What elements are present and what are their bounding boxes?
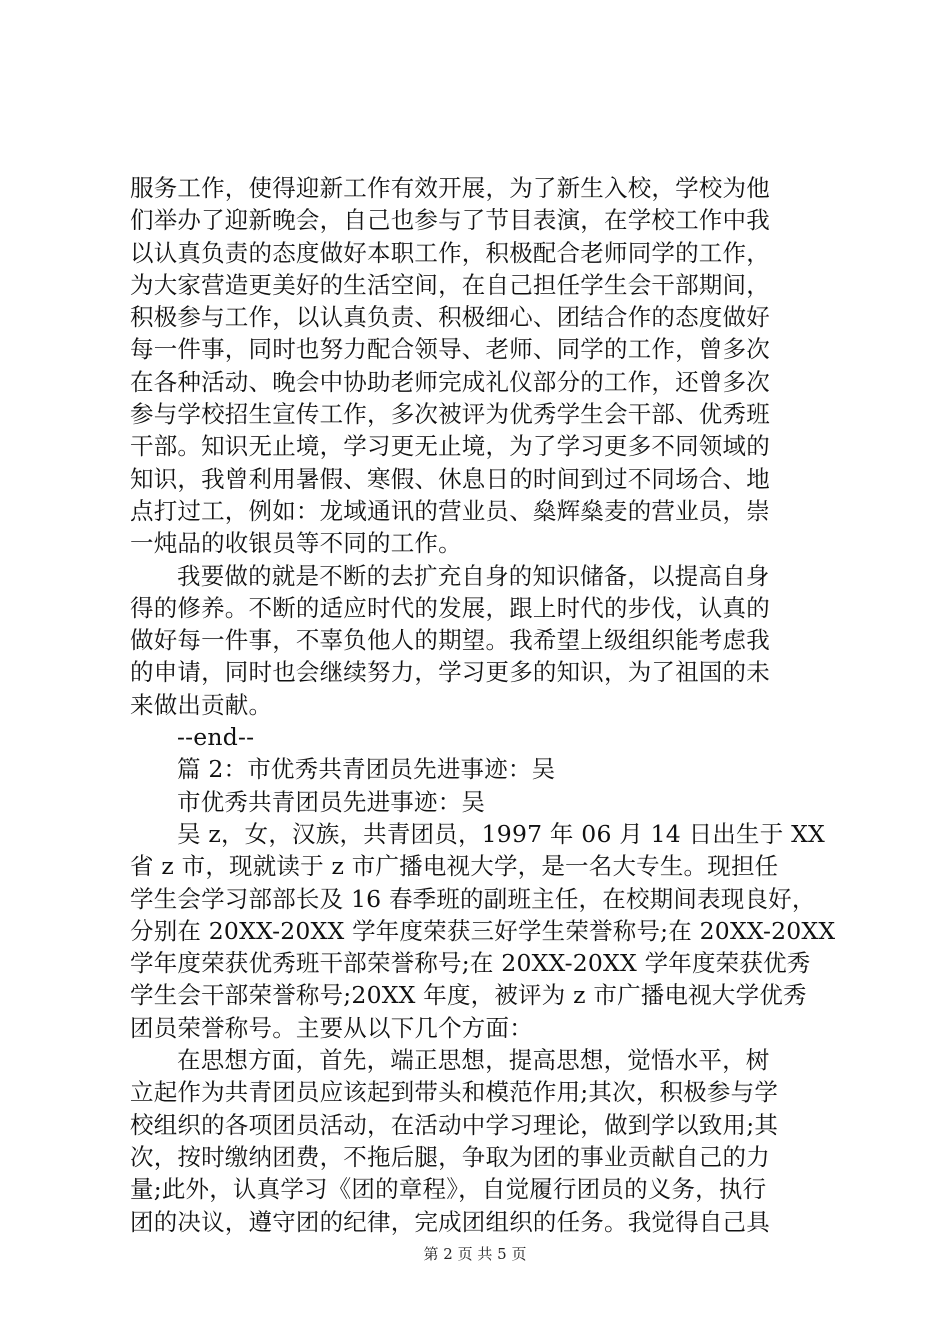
paragraph-start-line: 在思想方面，首先，端正思想，提高思想，觉悟水平，树: [177, 1046, 770, 1075]
paragraph-start-line: 吴 z，女，汉族，共青团员，1997 年 06 月 14 日出生于 XX: [177, 819, 825, 848]
text-line: 校组织的各项团员活动，在活动中学习理论，做到学以致用;其: [130, 1110, 779, 1139]
text-line: 学年度荣获优秀班干部荣誉称号;在 20XX-20XX 学年度荣获优秀: [130, 949, 811, 978]
text-line: 积极参与工作，以认真负责、积极细心、团结合作的态度做好: [130, 303, 770, 332]
text-line: 得的修养。不断的适应时代的发展，跟上时代的步伐，认真的: [130, 593, 770, 622]
text-line: 团员荣誉称号。主要从以下几个方面：: [130, 1013, 533, 1042]
text-line: 点打过工，例如：龙域通讯的营业员、燊辉燊麦的营业员，崇: [130, 496, 770, 525]
text-line: 团的决议，遵守团的纪律，完成团组织的任务。我觉得自己具: [130, 1207, 770, 1236]
page-number-footer: 第 2 页 共 5 页: [423, 1245, 527, 1263]
text-line: 省 z 市，现就读于 z 市广播电视大学，是一名大专生。现担任: [130, 852, 779, 881]
text-line: 一炖品的收银员等不同的工作。: [130, 529, 462, 558]
text-line: 服务工作，使得迎新工作有效开展，为了新生入校，学校为他: [130, 174, 770, 202]
text-line: 立起作为共青团员应该起到带头和模范作用;其次，积极参与学: [130, 1078, 779, 1107]
text-line: 以认真负责的态度做好本职工作，积极配合老师同学的工作，: [130, 238, 770, 267]
paragraph-start-line: 我要做的就是不断的去扩充自身的知识储备，以提高自身: [177, 561, 770, 590]
text-line: 每一件事，同时也努力配合领导、老师、同学的工作，曾多次: [130, 335, 770, 364]
text-line: 学生会学习部部长及 16 春季班的副班主任，在校期间表现良好，: [130, 884, 816, 913]
section-heading: 篇 2：市优秀共青团员先进事迹：吴: [177, 755, 556, 784]
text-line: 分别在 20XX-20XX 学年度荣获三好学生荣誉称号;在 20XX-20XX: [130, 916, 836, 945]
text-line: 为大家营造更美好的生活空间，在自己担任学生会干部期间，: [130, 270, 770, 299]
text-line: 们举办了迎新晚会，自己也参与了节目表演，在学校工作中我: [130, 206, 770, 235]
text-line: 来做出贡献。: [130, 690, 273, 719]
text-line: 学生会干部荣誉称号;20XX 年度，被评为 z 市广播电视大学优秀: [130, 981, 807, 1010]
text-line: 量;此外，认真学习《团的章程》，自觉履行团员的义务，执行: [130, 1175, 767, 1204]
text-line: 知识，我曾利用暑假、寒假、休息日的时间到过不同场合、地: [130, 464, 770, 493]
text-line: 做好每一件事，不辜负他人的期望。我希望上级组织能考虑我: [130, 626, 770, 655]
article-title: 市优秀共青团员先进事迹：吴: [177, 787, 486, 816]
text-line: 参与学校招生宣传工作，多次被评为优秀学生会干部、优秀班: [130, 400, 770, 429]
end-marker: --end--: [177, 723, 255, 752]
text-line: 在各种活动、晚会中协助老师完成礼仪部分的工作，还曾多次: [130, 367, 770, 396]
text-line: 次，按时缴纳团费，不拖后腿，争取为团的事业贡献自己的力: [130, 1142, 770, 1171]
body-text: [130, 172, 836, 1238]
text-line: 的申请，同时也会继续努力，学习更多的知识，为了祖国的未: [130, 658, 770, 687]
text-line: 干部。知识无止境，学习更无止境，为了学习更多不同领域的: [130, 432, 770, 461]
